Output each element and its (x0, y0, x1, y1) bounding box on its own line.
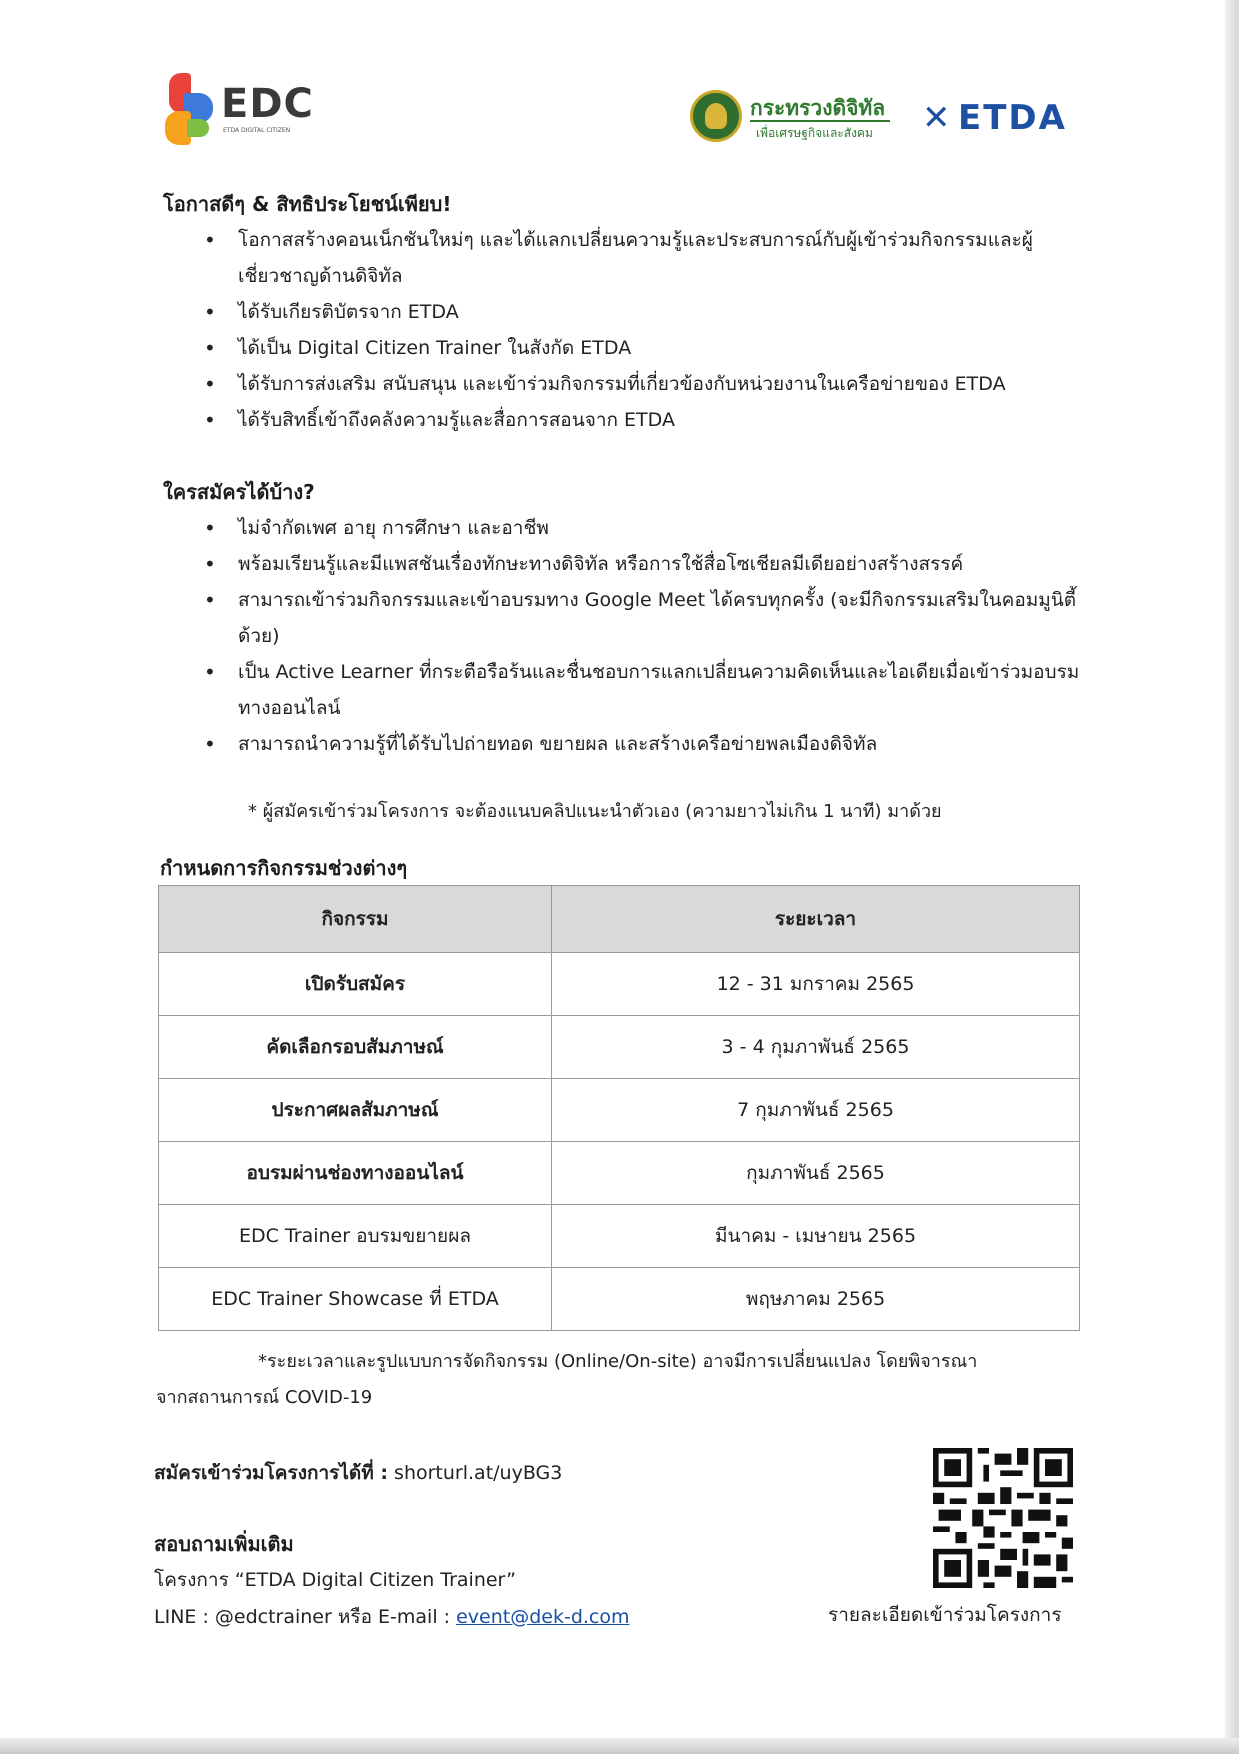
schedule-note-line1: *ระยะเวลาและรูปแบบการจัดกิจกรรม (Online/On-site) อาจมีการเปลี่ยนแปลง โดยพิจารณา (258, 1351, 978, 1372)
ministry-subtitle: เพื่อเศรษฐกิจและสังคม (756, 126, 873, 140)
list-item: • พร้อมเรียนรู้และมีแพสชันเรื่องทักษะทางดิจิทัล หรือการใช้สื่อโซเชียลมีเดียอย่างสร้างสรรค์ (204, 546, 1094, 582)
period-cell: กุมภาพันธ์ 2565 (552, 1142, 1080, 1205)
scan-bottom-edge (0, 1738, 1239, 1754)
schedule-note-line2: จากสถานการณ์ COVID-19 (156, 1387, 373, 1408)
etda-logo-word: ETDA (958, 98, 1067, 138)
edc-logo-tagline: ETDA DIGITAL CITIZEN (223, 127, 291, 134)
activity-cell: EDC Trainer Showcase ที่ ETDA (159, 1268, 552, 1331)
etda-x-icon: ✕ (922, 98, 951, 138)
period-cell: 12 - 31 มกราคม 2565 (552, 953, 1080, 1016)
schedule-heading: กำหนดการกิจกรรมช่วงต่างๆ (160, 856, 408, 880)
activity-cell: อบรมผ่านช่องทางออนไลน์ (159, 1142, 552, 1205)
edc-logo (165, 73, 314, 148)
list-item: • โอกาสสร้างคอนเน็กชันใหม่ๆ และได้แลกเปลี่ยนความรู้และประสบการณ์กับผู้เข้าร่วมกิจกรรมและผู้เชี่ยวชาญด้านดิจิทัล (204, 222, 1084, 294)
period-cell: 3 - 4 กุมภาพันธ์ 2565 (552, 1016, 1080, 1079)
etda-logo (922, 98, 1082, 144)
list-item: • ได้รับการส่งเสริม สนับสนุน และเข้าร่วมกิจกรรมที่เกี่ยวข้องกับหน่วยงานในเครือข่ายของ ETDA (204, 366, 1084, 402)
period-cell: 7 กุมภาพันธ์ 2565 (552, 1079, 1080, 1142)
table-header-row (159, 886, 1080, 953)
contact-project: โครงการ “ETDA Digital Citizen Trainer” (154, 1569, 517, 1591)
list-item: • ไม่จำกัดเพศ อายุ การศึกษา และอาชีพ (204, 510, 1094, 546)
activity-cell: EDC Trainer อบรมขยายผล (159, 1205, 552, 1268)
schedule-table (158, 885, 1080, 1331)
period-cell: มีนาคม - เมษายน 2565 (552, 1205, 1080, 1268)
table-row (159, 1079, 1080, 1142)
edc-logo-word: EDC (221, 81, 314, 127)
qr-code-icon[interactable] (933, 1448, 1073, 1588)
benefits-heading: โอกาสดีๆ & สิทธิประโยชน์เพียบ! (163, 192, 452, 216)
column-header-activity: กิจกรรม (159, 886, 552, 953)
ministry-name: กระทรวงดิจิทัล (750, 96, 886, 120)
activity-cell: เปิดรับสมัคร (159, 953, 552, 1016)
clip-requirement-note: * ผู้สมัครเข้าร่วมโครงการ จะต้องแนบคลิปแนะนำตัวเอง (ความยาวไม่เกิน 1 นาที) มาด้วย (248, 801, 942, 822)
register-label: สมัครเข้าร่วมโครงการได้ที่ : (154, 1462, 388, 1484)
contact-line (154, 1602, 630, 1632)
qr-caption: รายละเอียดเข้าร่วมโครงการ (828, 1604, 1062, 1626)
list-item: • สามารถเข้าร่วมกิจกรรมและเข้าอบรมทาง Google Meet ได้ครบทุกครั้ง (จะมีกิจกรรมเสริมในคอมมูนิตี้ด้วย) (204, 582, 1094, 654)
ministry-underline (750, 120, 890, 122)
benefits-list (204, 222, 1084, 438)
contact-line-prefix: LINE : @edctrainer หรือ E-mail : (154, 1606, 451, 1628)
table-row (159, 1205, 1080, 1268)
eligibility-heading: ใครสมัครได้บ้าง? (163, 480, 315, 504)
list-item: • เป็น Active Learner ที่กระตือรือร้นและชื่นชอบการแลกเปลี่ยนความคิดเห็นและไอเดียเมื่อเข้าร่วมอบรมทางออนไลน์ (204, 654, 1094, 726)
ministry-seal-icon (690, 90, 742, 142)
period-cell: พฤษภาคม 2565 (552, 1268, 1080, 1331)
scan-edge (1225, 0, 1239, 1754)
table-row (159, 1016, 1080, 1079)
contact-heading: สอบถามเพิ่มเติม (154, 1532, 294, 1556)
activity-cell: คัดเลือกรอบสัมภาษณ์ (159, 1016, 552, 1079)
table-row (159, 1268, 1080, 1331)
column-header-period: ระยะเวลา (552, 886, 1080, 953)
contact-email-link[interactable]: event@dek-d.com (456, 1606, 630, 1628)
list-item: • สามารถนำความรู้ที่ได้รับไปถ่ายทอด ขยายผล และสร้างเครือข่ายพลเมืองดิจิทัล (204, 726, 1094, 762)
register-line (154, 1458, 562, 1488)
table-row (159, 953, 1080, 1016)
list-item: • ได้รับสิทธิ์เข้าถึงคลังความรู้และสื่อการสอนจาก ETDA (204, 402, 1084, 438)
list-item: • ได้เป็น Digital Citizen Trainer ในสังกัด ETDA (204, 330, 1084, 366)
list-item: • ได้รับเกียรติบัตรจาก ETDA (204, 294, 1084, 330)
ministry-logo (690, 90, 930, 150)
edc-mark-icon (165, 73, 223, 145)
register-url[interactable]: shorturl.at/uyBG3 (394, 1462, 563, 1484)
table-row (159, 1142, 1080, 1205)
activity-cell: ประกาศผลสัมภาษณ์ (159, 1079, 552, 1142)
eligibility-list (204, 510, 1094, 762)
